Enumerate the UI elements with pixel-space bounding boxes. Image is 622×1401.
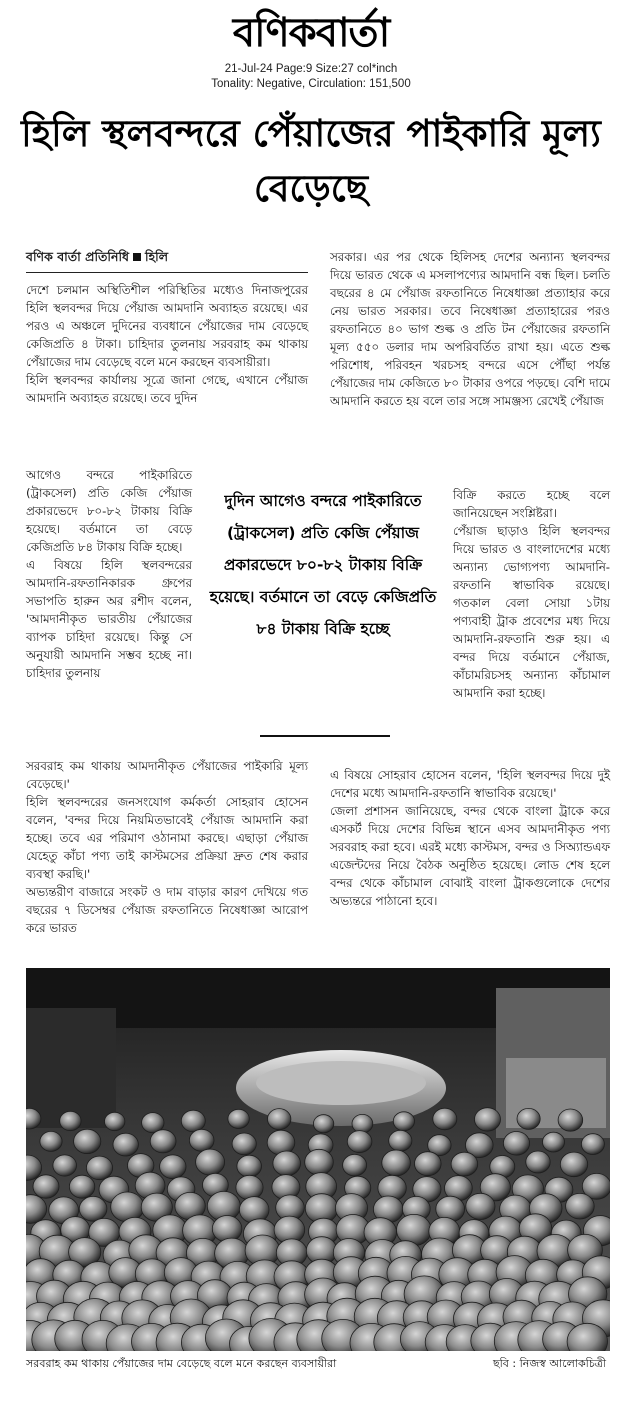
clipping-meta-line-2: Tonality: Negative, Circulation: 151,500: [211, 78, 411, 90]
clipping-meta-line-1: 21-Jul-24 Page:9 Size:27 col*inch: [224, 63, 398, 75]
paragraph: আগেও বন্দরে পাইকারিতে (ট্রাকসেল) প্রতি কেজি পেঁয়াজ প্রকারভেদে ৮০-৮২ টাকায় বিক্রি হয়েছে। বর্তমানে তা বেড়ে কেজিপ্রতি ৮৪ টাকায় বিক্রি হচ্ছে।: [26, 468, 192, 554]
paragraph: সরবরাহ কম থাকায় আমদানীকৃত পেঁয়াজের পাইকারি মূল্য বেড়েছে।': [26, 759, 308, 791]
byline: [26, 248, 308, 273]
paragraph: হিলি স্থলবন্দর কার্যালয় সূত্রে জানা গেছে, এখানে পেঁয়াজ আমদানি অব্যাহত রয়েছে। তবে দুদিন: [26, 373, 308, 405]
column-right-top: [330, 248, 610, 410]
onion-pile-illustration: [26, 968, 610, 1351]
paragraph: সরকার। এর পর থেকে হিলিসহ দেশের অন্যান্য স্থলবন্দর দিয়ে ভারত থেকে এ মসলাপণ্যের আমদানি বন্ধ ছিল। চলতি বছরের ৪ মে পেঁয়াজ রফতানিতে নিষেধাজ্ঞা প্রত্যাহার করে নেয় ভারত সরকার। তবে নিষেধাজ্ঞা প্রত্যাহারের পরও রফতানিতে ৪০ ভাগ শুল্ক ও প্রতি টন পেঁয়াজের রফতানি মূল্য ৫৫০ ডলার দাম অপরিবর্তিত রাখা হয়। এতে শুল্ক পরিশোধ, পরিবহন খরচসহ বন্দরে এসে পৌঁছা পর্যন্ত পেঁয়াজের দাম কেজিতে ৮০ টাকার ওপরে পড়ছে। বেশি দামে আমদানি করতে হয় বলে তার সঙ্গে সামঞ্জস্য রেখেই পেঁয়াজ: [330, 250, 610, 408]
onion-market-photo: [26, 968, 610, 1351]
column-left-bottom: [26, 757, 308, 937]
pull-quote-rule: [260, 735, 390, 737]
column-left-narrow: [26, 466, 192, 682]
byline-place: হিলি: [145, 249, 169, 264]
paragraph: দেশে চলমান অস্থিতিশীল পরিস্থিতির মধ্যেও দিনাজপুরের হিলি স্থলবন্দর দিয়ে পেঁয়াজ আমদানি অব্যাহত রয়েছে। এর পরও এ অঞ্চলে দুদিনের ব্যবধানে পেঁয়াজের দাম বেড়েছে কেজিপ্রতি ৪ টাকা। চাহিদার তুলনায় সরবরাহ কম থাকায় পেঁয়াজের দাম বেড়েছে বলে মনে করছেন ব্যবসায়ীরা।: [26, 283, 308, 369]
photo-credit: ছবি : নিজস্ব আলোকচিত্রী: [492, 1357, 606, 1370]
column-left-top: [26, 248, 308, 407]
square-bullet-icon: [133, 253, 141, 261]
newspaper-logo: বণিকবার্তা: [232, 10, 390, 56]
column-right-narrow: [453, 486, 610, 702]
paragraph: এ বিষয়ে হিলি স্থলবন্দরের আমদানি-রফতানিকারক গ্রুপের সভাপতি হারুন অর রশীদ বলেন, 'আমদানীকৃত ভারতীয় পেঁয়াজের ব্যাপক চাহিদা রয়েছে। কিন্তু সে অনুযায়ী আমদানি সম্ভব হচ্ছে না। চাহিদার তুলনায়: [26, 558, 192, 680]
paragraph: হিলি স্থলবন্দরের জনসংযোগ কর্মকর্তা সোহরাব হোসেন বলেন, 'বন্দর দিয়ে নিয়মিতভাবেই পেঁয়াজ আমদানি করা হচ্ছে। তবে এর পরিমাণ ওঠানামা করছে। এছাড়া পেঁয়াজ যেহেতু কাঁচা পণ্য তাই কাস্টমসের প্রক্রিয়া দ্রুত শেষ করার ব্যবস্থা করছি।': [26, 795, 308, 881]
paragraph: অভ্যন্তরীণ বাজারে সংকট ও দাম বাড়ার কারণ দেখিয়ে গত বছরের ৭ ডিসেম্বর পেঁয়াজ রফতানিতে নিষেধাজ্ঞা আরোপ করে ভারত: [26, 885, 308, 935]
masthead: [0, 8, 622, 58]
paragraph: জেলা প্রশাসন জানিয়েছে, বন্দর থেকে বাংলা ট্রাকে করে এসকর্ট দিয়ে দেশের বিভিন্ন স্থানে এসব আমদানীকৃত পণ্য সরবরাহ করা হবে। এরই মধ্যে কাস্টমস, বন্দর ও সিঅ্যান্ডএফ এজেন্টদের নিয়ে বৈঠক অনুষ্ঠিত হয়েছে। লোড শেষ হলে বন্দর থেকে কাঁচামাল বোঝাই বাংলা ট্রাকগুলোকে দেশের অভ্যন্তরে পাঠানো হবে।: [330, 804, 610, 908]
paragraph: পেঁয়াজ ছাড়াও হিলি স্থলবন্দর দিয়ে ভারত ও বাংলাদেশের মধ্যে অন্যান্য ভোগ্যপণ্য আমদানি-রফতানি স্বাভাবিক রয়েছে। গতকাল বেলা সোয়া ১টায় পণ্যবাহী ট্রাক প্রবেশের মধ্য দিয়ে আমদানি-রফতানি শুরু হয়। এ বন্দর দিয়ে বর্তমানে পেঁয়াজ, কাঁচামরিচসহ অন্যান্য কাঁচামাল আমদানি করা হচ্ছে।: [453, 524, 610, 700]
pull-quote: দুদিন আগেও বন্দরে পাইকারিতে (ট্রাকসেল) প্রতি কেজি পেঁয়াজ প্রকারভেদে ৮০-৮২ টাকায় বিক্রি হয়েছে। বর্তমানে তা বেড়ে কেজিপ্রতি ৮৪ টাকায় বিক্রি হচ্ছে: [209, 492, 437, 638]
article-headline: হিলি স্থলবন্দরে পেঁয়াজের পাইকারি মূল্য বেড়েছে: [21, 112, 601, 210]
photo-caption: সরবরাহ কম থাকায় পেঁয়াজের দাম বেড়েছে বলে মনে করছেন ব্যবসায়ীরা: [26, 1357, 337, 1370]
paragraph: বিক্রি করতে হচ্ছে বলে জানিয়েছেন সংশ্লিষ্টরা।: [453, 488, 610, 520]
byline-org: বণিক বার্তা প্রতিনিধি: [26, 249, 130, 264]
paragraph: এ বিষয়ে সোহরাব হোসেন বলেন, 'হিলি স্থলবন্দর দিয়ে দুই দেশের মধ্যে আমদানি-রফতানি স্বাভাবিক রয়েছে।': [330, 768, 610, 800]
column-right-bottom: [330, 766, 610, 910]
